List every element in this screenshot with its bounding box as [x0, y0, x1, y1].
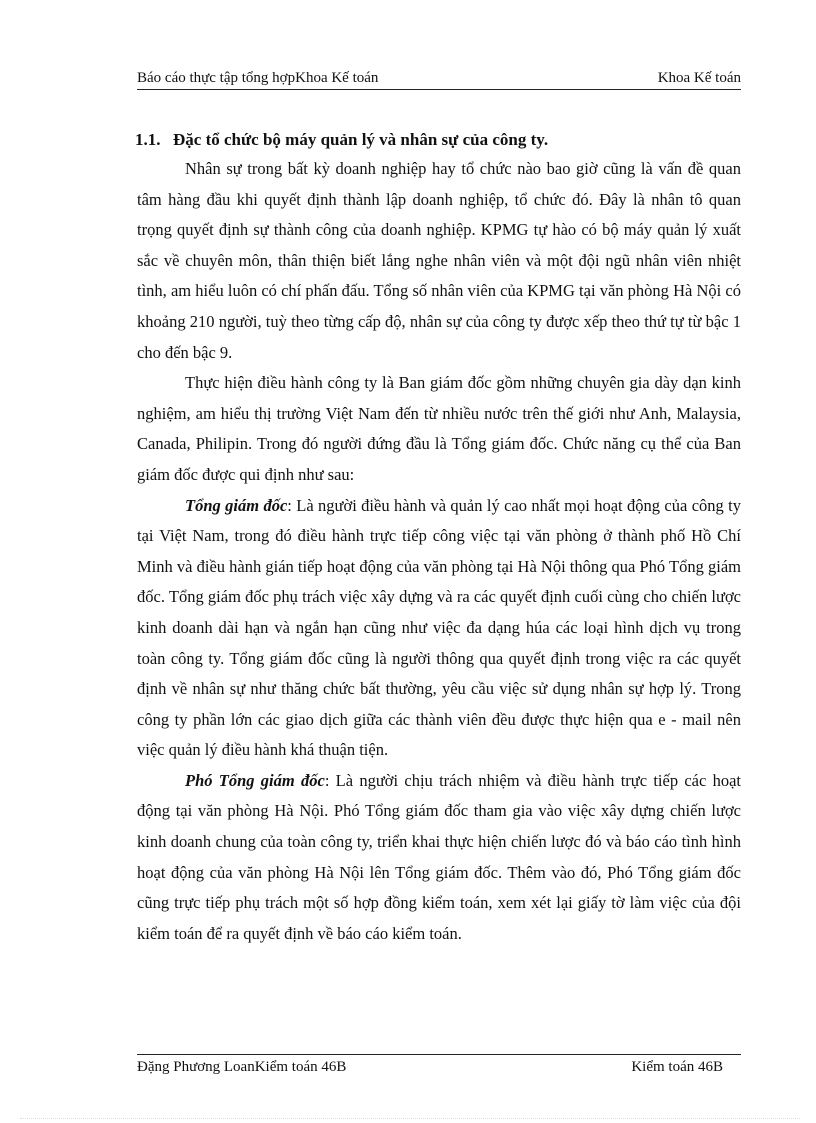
footer-left-text: Đặng Phương LoanKiểm toán 46B	[137, 1059, 347, 1075]
section-heading	[135, 130, 741, 150]
general-director-label: Tổng giám đốc	[185, 495, 288, 515]
paragraph-personnel: Nhân sự trong bất kỳ doanh nghiệp hay tổ chức nào bao giờ cũng là vấn đề quan tâm hàng đầu khi quyết định thành lập doanh nghiệp, tổ chức đó. Đây là nhân tô quan trọng quyết định sự thành công của doanh nghiệp. KPMG tự hào có bộ máy quản lý xuất sắc về chuyên môn, thân thiện biết lắng nghe nhân viên và một đội ngũ nhân viên nhiệt tình, am hiểu luôn có chí phấn đấu. Tổng số nhân viên của KPMG tại văn phòng Hà Nội có khoảng 210 người, tuỳ theo từng cấp độ, nhân sự của công ty được xếp theo thứ tự từ bậc 1 cho đến bậc 9.	[137, 159, 741, 362]
page-header	[137, 70, 741, 90]
paragraph-board: Thực hiện điều hành công ty là Ban giám đốc gồm những chuyên gia dày dạn kinh nghiệm, am hiểu thị trường Việt Nam đến từ nhiều nước trên thế giới như Anh, Malaysia, Canada, Philipin. Trong đó người đứng đầu là Tổng giám đốc. Chức năng cụ thể của Ban giám đốc được qui định như sau:	[137, 373, 741, 484]
deputy-director-text: : Là người chịu trách nhiệm và điều hành trực tiếp các hoạt động tại văn phòng Hà Nội. Phó Tổng giám đốc tham gia vào việc xây dựng chiến lược kinh doanh chung của toàn công ty, triển khai thực hiện chiến lược đó và báo cáo tình hình hoạt động của văn phòng Hà Nội lên Tổng giám đốc. Thêm vào đó, Phó Tổng giám đốc cũng trực tiếp phụ trách một số hợp đồng kiểm toán, xem xét lại giấy tờ làm việc của đội kiểm toán để ra quyết định về báo cáo kiểm toán.	[137, 770, 741, 943]
document-body	[137, 154, 741, 949]
deputy-director-label: Phó Tổng giám đốc	[185, 770, 325, 790]
header-right-text: Khoa Kế toán	[657, 70, 741, 86]
footer-right-text: Kiểm toán 46B	[631, 1059, 723, 1075]
page-footer	[137, 1054, 741, 1076]
paragraph-deputy-director	[137, 766, 741, 950]
paragraph-general-director	[137, 491, 741, 766]
page-edge-divider	[20, 1118, 800, 1119]
general-director-text: : Là người điều hành và quản lý cao nhất mọi hoạt động của công ty tại Việt Nam, trong đó điều hành trực tiếp công việc tại văn phòng ở thành phố Hồ Chí Minh và điều hành gián tiếp hoạt động của văn phòng tại Hà Nội thông qua Phó Tổng giám đốc. Tổng giám đốc phụ trách việc xây dựng và ra các quyết định cuối cùng cho chiến lược kinh doanh dài hạn và ngắn hạn cũng như việc đa dạng húa các loại hình dịch vụ trong toàn công ty. Tổng giám đốc cũng là người thông qua quyết định trong việc ra các quyết định về nhân sự như thăng chức bất thường, yêu cầu việc sử dụng nhân sự hợp lý. Trong công ty phần lớn các giao dịch giữa các thành viên đều được thực hiện qua e - mail nên việc quản lý điều hành khá thuận tiện.	[137, 495, 742, 760]
section-number: 1.1.	[135, 130, 161, 149]
section-title: Đặc tổ chức bộ máy quản lý và nhân sự của công ty.	[173, 130, 549, 149]
header-left-text: Báo cáo thực tập tổng hợpKhoa Kế toán	[137, 70, 379, 86]
